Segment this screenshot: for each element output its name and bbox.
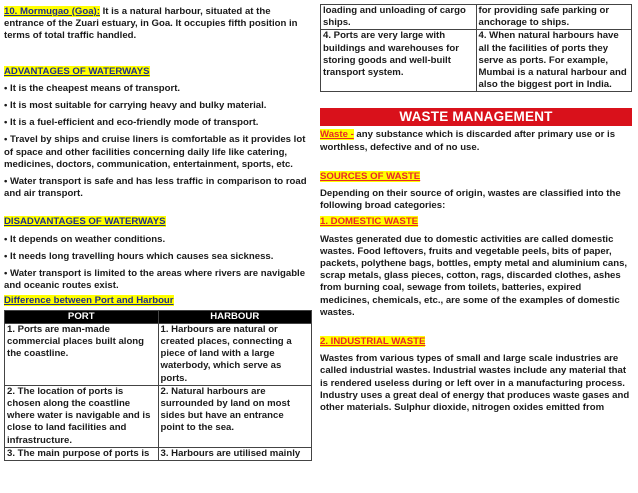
mormugao-paragraph	[4, 6, 312, 43]
table-row	[321, 5, 632, 30]
table-row	[5, 323, 312, 385]
disadvantage-item: • It depends on weather conditions.	[4, 233, 166, 245]
disadvantage-item: • Water transport is limited to the areas where rivers are navigable and oceanic routes exist.	[4, 268, 306, 292]
port-harbour-table	[4, 310, 312, 461]
table-cell: 2. The location of ports is chosen along the coastline where water is navigable and is close to land facilities and infrastructure.	[5, 385, 159, 447]
table-cell: loading and unloading of cargo ships.	[321, 5, 477, 30]
table-header-harbour: HARBOUR	[158, 310, 312, 323]
industrial-heading: 2. INDUSTRIAL WASTE	[320, 336, 426, 348]
table-row	[5, 447, 312, 460]
advantage-item: • Travel by ships and cruise liners is comfortable as it provides lot of space and other facilities concerning daily life like catering, medicines, doctors, communication, entertainment, sports, etc.	[4, 134, 306, 170]
table-row	[321, 30, 632, 92]
advantage-item: • It is a fuel-efficient and eco-friendly mode of transport.	[4, 117, 259, 129]
right-column	[320, 4, 632, 414]
advantages-heading: ADVANTAGES OF WATERWAYS	[4, 65, 150, 77]
waste-term: Waste -	[320, 129, 354, 141]
table-cell: for providing safe parking or anchorage to ships.	[476, 5, 632, 30]
domestic-heading: 1. DOMESTIC WASTE	[320, 216, 419, 228]
domestic-text: Wastes generated due to domestic activities are called domestic wastes. Food leftovers, fruits and vegetable peels, bits of paper, packets, polythene bags, bottles, empty metal and aluminium cans, scrap metals, glass pieces, cotton, rags, discarded clothes, ashes from burning coal, sewage from toilets, batteries, expired medicines, chemicals, etc., are some of the examples of domestic wastes.	[320, 233, 628, 318]
table-cell: 1. Ports are man-made commercial places built along the coastline.	[5, 323, 159, 385]
table-header-port: PORT	[5, 310, 159, 323]
mormugao-label: 10. Mormugao (Goa):	[4, 6, 100, 17]
table-cell: 4. When natural harbours have all the facilities of ports they serve as ports. For example, Mumbai is a natural harbour and also the biggest port in India.	[476, 30, 632, 92]
waste-definition-text: any substance which is discarded after primary use or is worthless, defective and of no use.	[320, 129, 616, 153]
advantage-item: • It is the cheapest means of transport.	[4, 82, 181, 94]
waste-definition	[320, 129, 632, 153]
table-cell: 3. The main purpose of ports is	[5, 447, 159, 460]
disadvantage-item: • It needs long travelling hours which causes sea sickness.	[4, 250, 274, 262]
advantage-item: • It is most suitable for carrying heavy and bulky material.	[4, 100, 267, 112]
sources-heading: SOURCES OF WASTE	[320, 170, 421, 182]
difference-heading: Difference between Port and Harbour	[4, 295, 174, 307]
table-cell: 3. Harbours are utilised mainly	[158, 447, 312, 460]
waste-management-banner: WASTE MANAGEMENT	[320, 108, 632, 126]
left-column	[4, 6, 312, 461]
sources-text: Depending on their source of origin, wastes are classified into the following broad categories:	[320, 188, 621, 212]
industrial-text: Wastes from various types of small and large scale industries are called industrial wastes. Industrial wastes include any material that is rendered useless during or left over in a manufacturing process. Industry uses a great deal of energy that produces waste gases and other materials. Sulphur dioxide, nitrogen oxides emitted from	[320, 353, 630, 414]
disadvantages-heading: DISADVANTAGES OF WATERWAYS	[4, 216, 166, 228]
port-harbour-table-continued	[320, 4, 632, 92]
table-cell: 2. Natural harbours are surrounded by land on most sides but have an entrance point to the sea.	[158, 385, 312, 447]
advantage-item: • Water transport is safe and has less traffic in comparison to road and air transport.	[4, 176, 307, 200]
mormugao-text: It is a natural harbour, situated at the entrance of the Zuari estuary, in Goa. It occupies fifth position in terms of total traffic handled.	[4, 6, 298, 42]
table-cell: 4. Ports are very large with buildings and warehouses for storing goods and well-built transport system.	[321, 30, 477, 92]
table-cell: 1. Harbours are natural or created places, connecting a piece of land with a large waterbody, which serve as ports.	[158, 323, 312, 385]
table-row	[5, 385, 312, 447]
